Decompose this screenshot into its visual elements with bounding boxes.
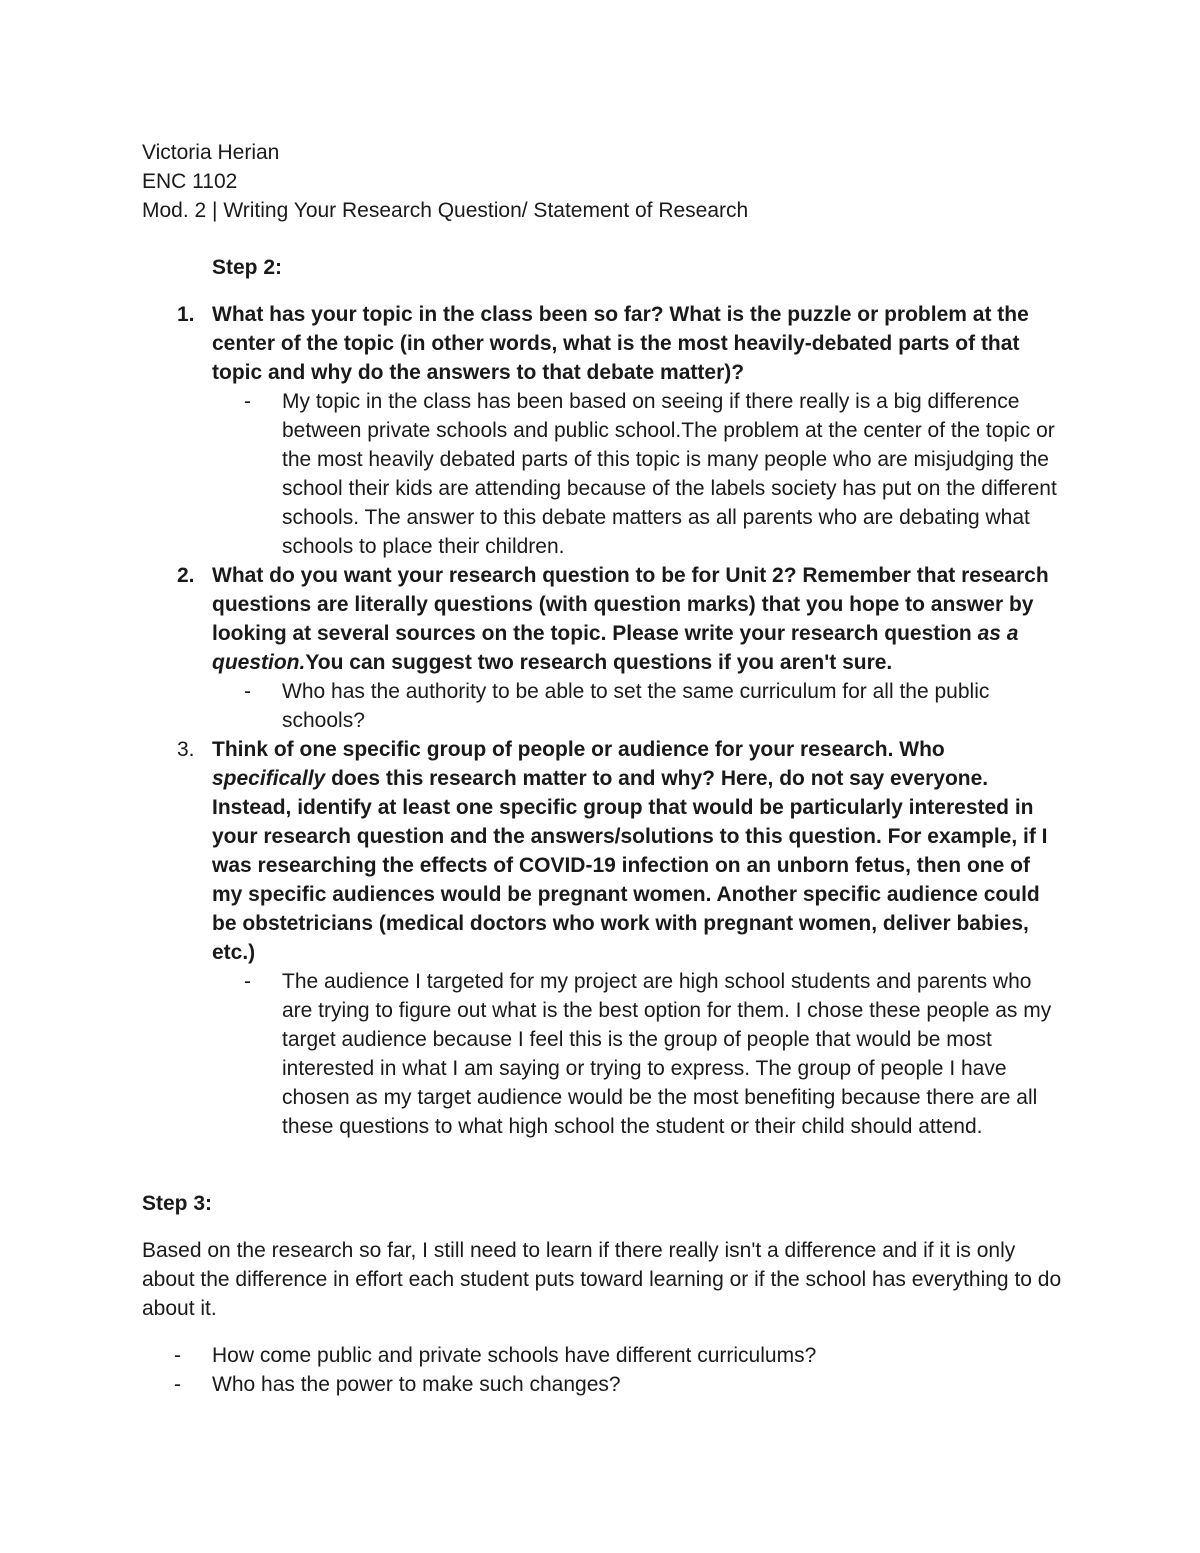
answer-text: Who has the authority to be able to set the same curriculum for all the public schools? bbox=[282, 680, 990, 732]
question-number: 1. bbox=[177, 303, 195, 326]
answer-text: The audience I targeted for my project are high school students and parents who are trying to figure out what is the best option for them. I chose these people as my target audience because I feel this is the group of people that would be most interested in what I am saying or trying to express. The group of people I have chosen as my target audience would be the most benefiting because there are all these questions to what high school the student or their child should attend. bbox=[282, 970, 1052, 1138]
answer-item bbox=[142, 677, 1062, 735]
question-text-part: does this research matter to and why? Here, do not say everyone. Instead, identify at least one specific group that would be particularly interested in your research question and the answers/solutions to this question. For example, if I was researching the effects of COVID-19 infection on an unborn fetus, then one of my specific audiences would be pregnant women. Another specific audience could be obstetricians (medical doctors who work with pregnant women, deliver babies, etc.) bbox=[212, 767, 1048, 964]
list-item-text: How come public and private schools have different curriculums? bbox=[212, 1344, 817, 1367]
dash-bullet: - bbox=[174, 1344, 181, 1367]
dash-bullet: - bbox=[244, 680, 251, 703]
question-text-part: What do you want your research question to be for Unit 2? Remember that research questions are literally questions (with question marks) that you hope to answer by looking at several sources on the topic. Please write your research question bbox=[212, 564, 1049, 645]
list-item-text: Who has the power to make such changes? bbox=[212, 1373, 621, 1396]
question-text-part: Think of one specific group of people or audience for your research. Who bbox=[212, 738, 945, 761]
dash-bullet: - bbox=[244, 970, 251, 993]
question-text bbox=[212, 735, 1062, 967]
document-page bbox=[142, 138, 1062, 1399]
question-item-3 bbox=[142, 735, 1062, 1141]
question-text-italic: specifically bbox=[212, 767, 326, 790]
dash-bullet: - bbox=[174, 1373, 181, 1396]
question-number: 3. bbox=[177, 738, 195, 761]
assignment-title: Mod. 2 | Writing Your Research Question/ Statement of Research bbox=[142, 199, 749, 222]
question-text: What has your topic in the class been so far? What is the puzzle or problem at the center of the topic (in other words, what is the most heavily-debated parts of that topic and why do the answers to that debate matter)? bbox=[212, 303, 1029, 384]
author-name: Victoria Herian bbox=[142, 141, 280, 164]
step3-paragraph: Based on the research so far, I still need to learn if there really isn't a difference and if it is only about the difference in effort each student puts toward learning or if the school has everything to do about it. bbox=[142, 1239, 1062, 1320]
dash-bullet: - bbox=[244, 390, 251, 413]
question-text-italic: as a question. bbox=[212, 622, 1019, 674]
question-item-2 bbox=[142, 561, 1062, 735]
step2-heading: Step 2: bbox=[212, 256, 283, 279]
answer-item bbox=[142, 387, 1062, 561]
answer-item bbox=[142, 967, 1062, 1141]
question-item-1 bbox=[142, 300, 1062, 561]
question-number: 2. bbox=[177, 564, 195, 587]
question-text bbox=[212, 561, 1062, 677]
bullet-list bbox=[142, 1341, 1062, 1399]
question-list bbox=[142, 300, 1062, 1141]
list-item bbox=[142, 1370, 1062, 1399]
list-item bbox=[142, 1341, 1062, 1370]
step3-heading: Step 3: bbox=[142, 1192, 213, 1215]
question-text-part: You can suggest two research questions if you aren't sure. bbox=[305, 651, 893, 674]
answer-text: My topic in the class has been based on seeing if there really is a big difference between private schools and public school.The problem at the center of the topic or the most heavily debated parts of this topic is many people who are misjudging the school their kids are attending because of the labels society has put on the different schools. The answer to this debate matters as all parents who are debating what schools to place their children. bbox=[282, 390, 1057, 558]
course-code: ENC 1102 bbox=[142, 170, 238, 193]
